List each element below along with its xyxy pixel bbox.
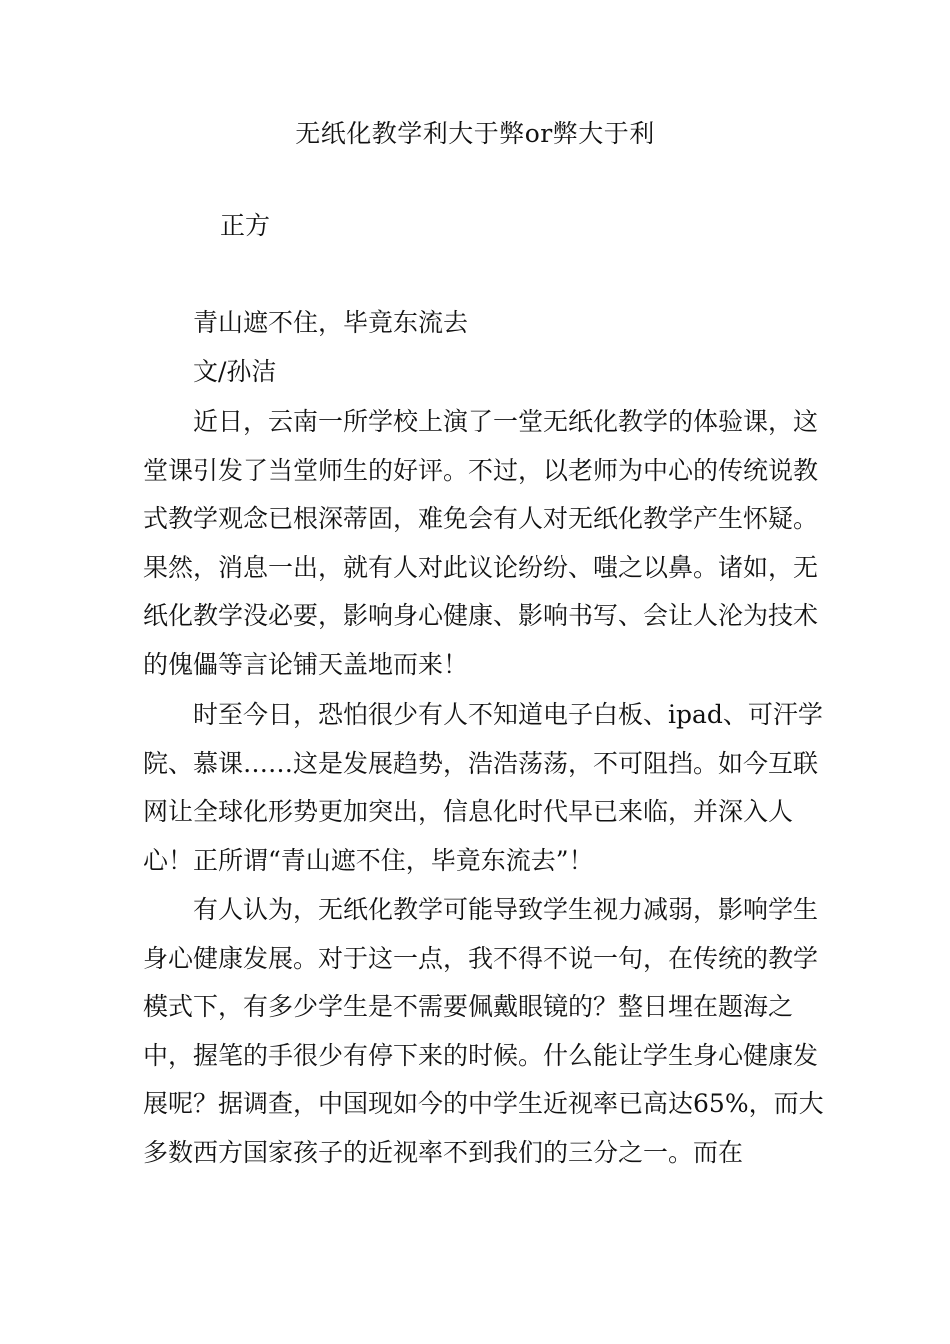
article-author: 文/孙洁 <box>193 357 277 386</box>
article-subtitle: 青山遮不住，毕竟东流去 <box>193 308 469 337</box>
debate-side-label: 正方 <box>220 211 271 240</box>
paragraph-1: 近日，云南一所学校上演了一堂无纸化教学的体验课，这堂课引发了当堂师生的好评。不过，以老师为中心的传统说教式教学观念已根深蒂固，难免会有人对无纸化教学产生怀疑。果然，消息一出，就有人对此议论纷纷、嗤之以鼻。诸如，无纸化教学没必要，影响身心健康、影响书写、会让人沦为技术的傀儡等言论铺天盖地而来！ <box>143 407 819 679</box>
document-title: 无纸化教学利大于弊or弊大于利 <box>295 119 655 148</box>
paragraph-3: 有人认为，无纸化教学可能导致学生视力减弱，影响学生身心健康发展。对于这一点，我不得不说一句，在传统的教学模式下，有多少学生是不需要佩戴眼镜的？整日埋在题海之中，握笔的手很少有停下来的时候。什么能让学生身心健康发展呢？据调查，中国现如今的中学生近视率已高达65%，而大多数西方国家孩子的近视率不到我们的三分之一。而在 <box>143 895 824 1167</box>
paragraph-2: 时至今日，恐怕很少有人不知道电子白板、ipad、可汗学院、慕课……这是发展趋势，浩浩荡荡，不可阻挡。如今互联网让全球化形势更加突出，信息化时代早已来临，并深入人心！正所谓“青山遮不住，毕竟东流去”！ <box>143 700 823 875</box>
